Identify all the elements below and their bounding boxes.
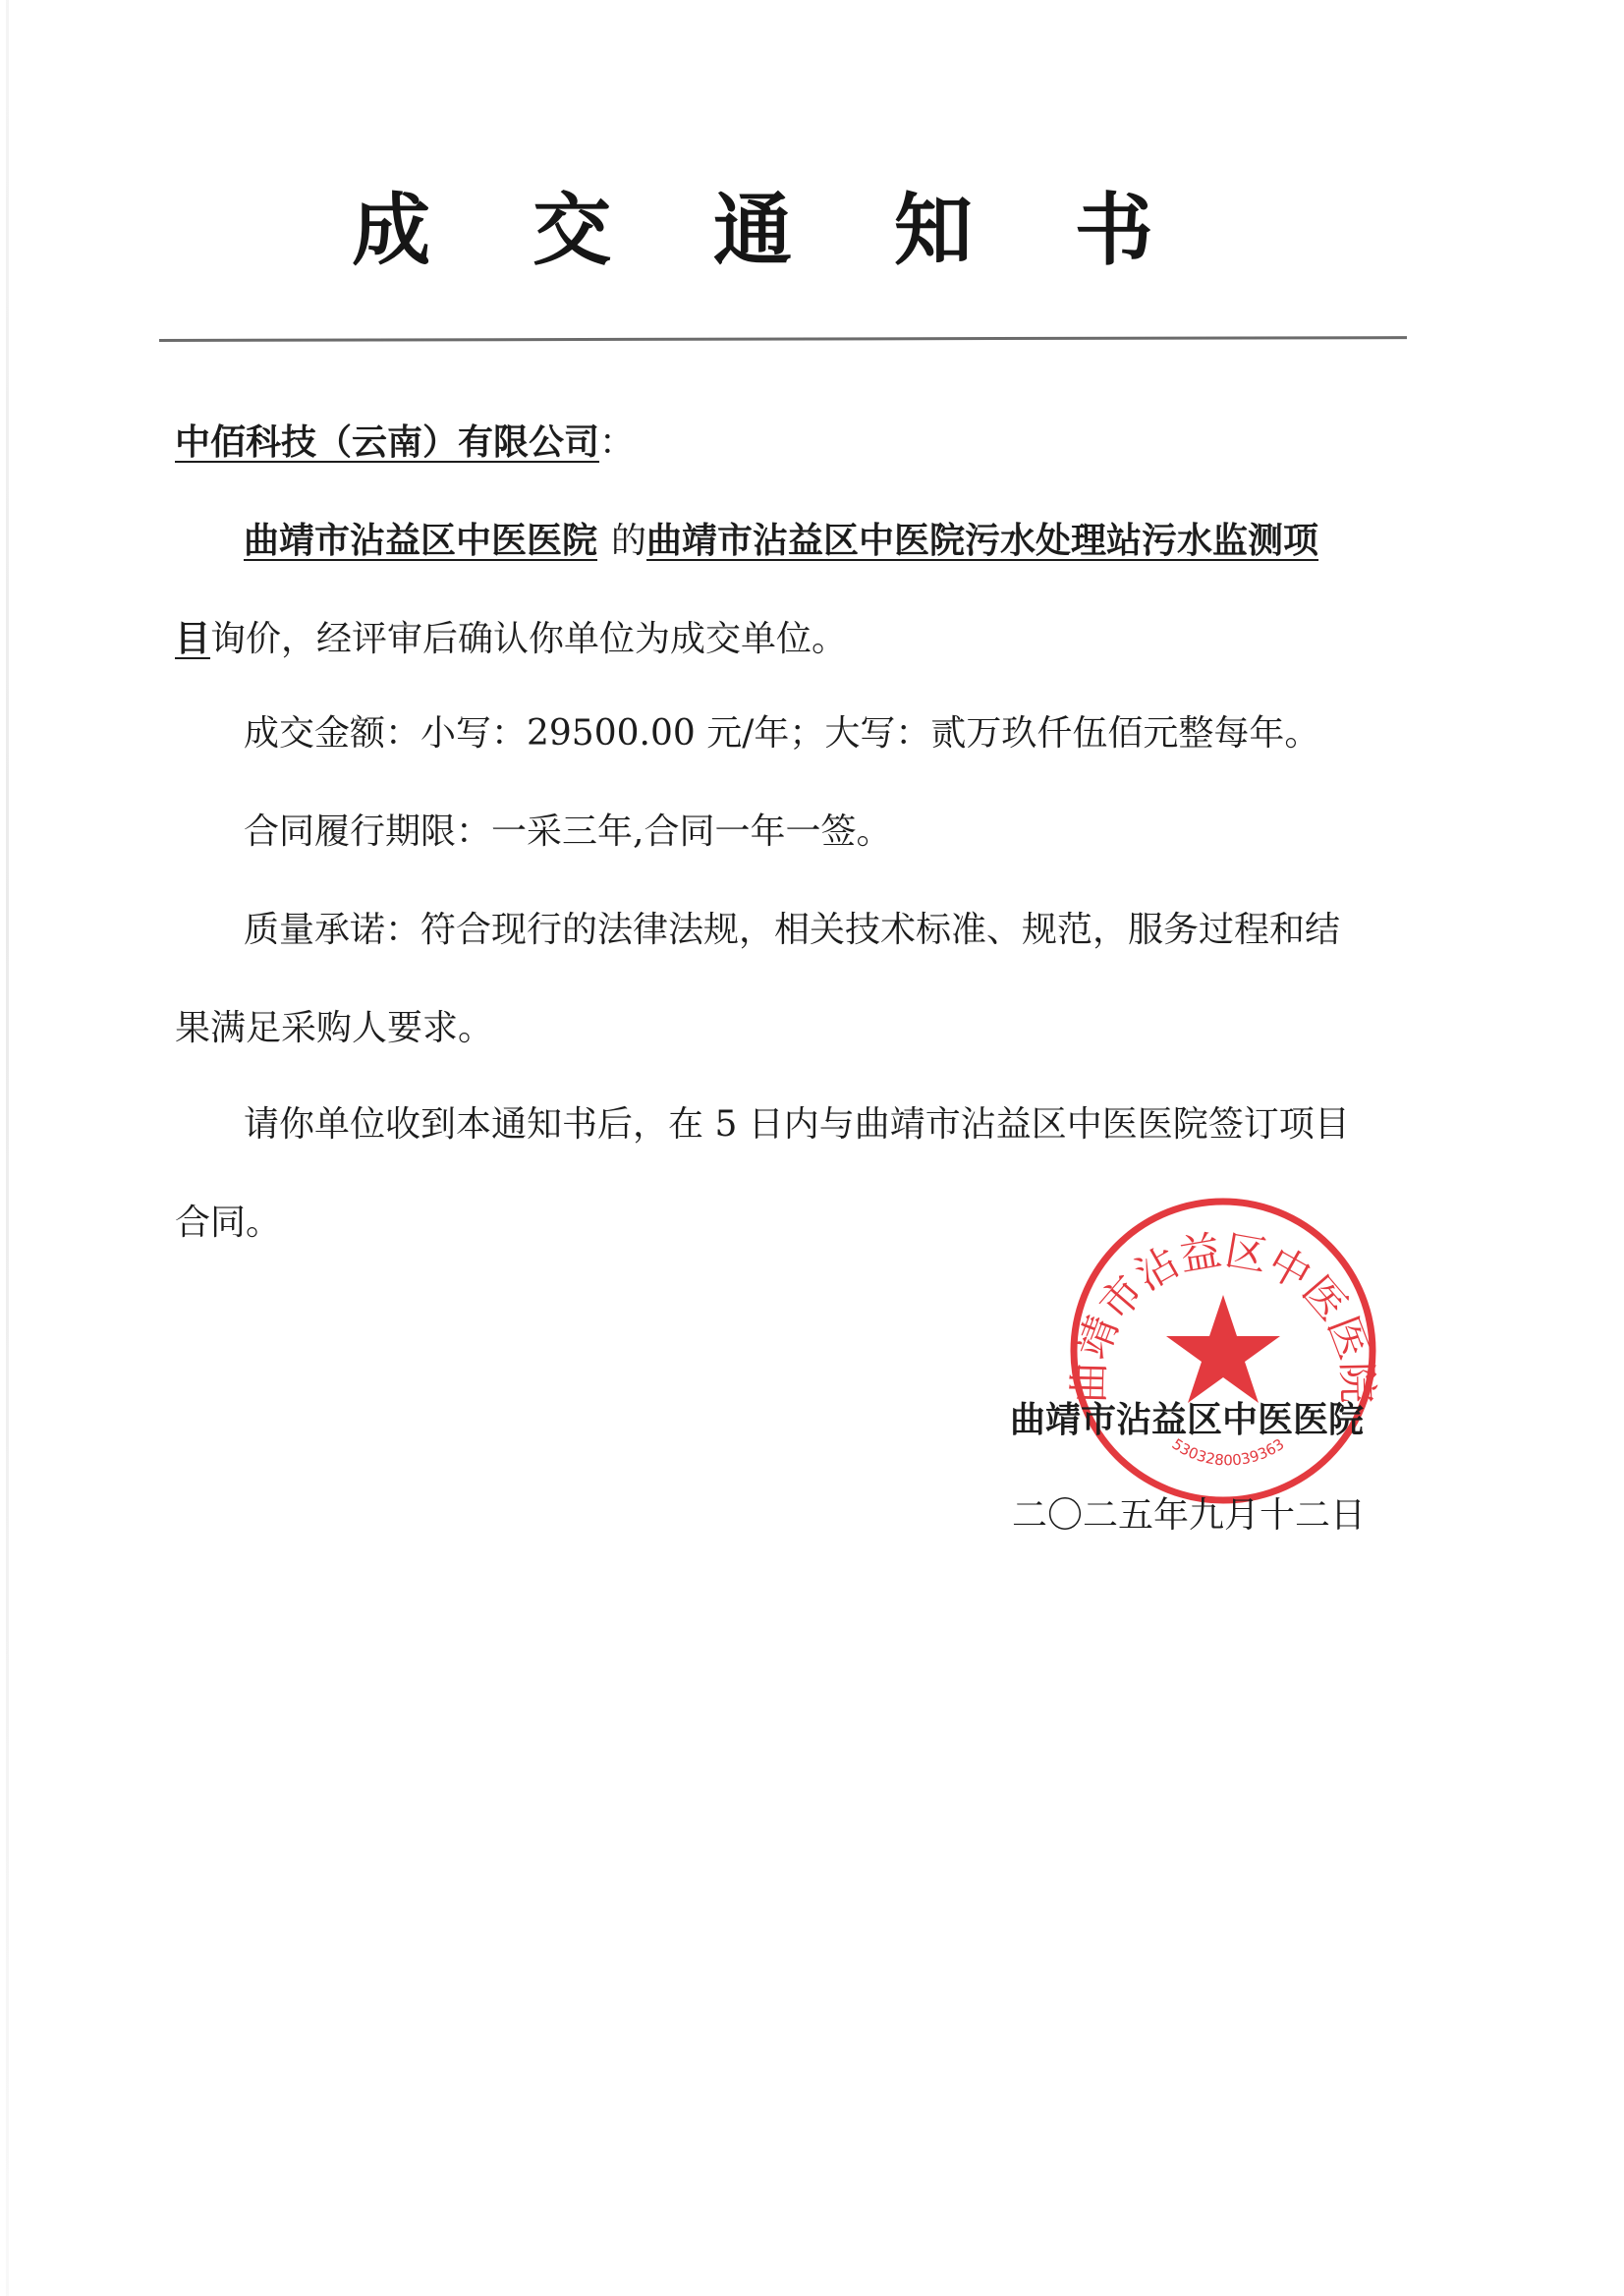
signature-organization: 曲靖市沾益区中医医院 bbox=[1010, 1399, 1365, 1440]
recipient-name: 中佰科技（云南）有限公司 bbox=[175, 421, 600, 463]
notice-line2: 合同。 bbox=[175, 1203, 282, 1243]
quality-line2: 果满足采购人要求。 bbox=[175, 1008, 494, 1048]
title-divider bbox=[159, 336, 1407, 342]
seal-star-icon bbox=[1166, 1295, 1280, 1403]
para1-connector: 的 bbox=[611, 521, 647, 561]
recipient-colon: ： bbox=[599, 422, 636, 463]
project-name-part2: 目 bbox=[175, 618, 211, 659]
seal-serial: 5303280039363 bbox=[1168, 1434, 1288, 1470]
purchaser-name: 曲靖市沾益区中医医院 bbox=[244, 520, 598, 561]
scan-edge-shadow bbox=[6, 0, 9, 2296]
notice-line1: 请你单位收到本通知书后，在 5 日内与曲靖市沾益区中医医院签订项目 bbox=[244, 1104, 1350, 1145]
quality-line1: 质量承诺：符合现行的法律法规，相关技术标准、规范，服务过程和结 bbox=[244, 910, 1341, 950]
document-title: 成 交 通 知 书 bbox=[352, 185, 1191, 276]
para1-line1 bbox=[244, 516, 1318, 566]
project-name-part1: 曲靖市沾益区中医院污水处理站污水监测项 bbox=[646, 520, 1319, 561]
para1-rest: 询价，经评审后确认你单位为成交单位。 bbox=[210, 619, 848, 659]
official-seal bbox=[1056, 1189, 1390, 1513]
amount-line: 成交金额：小写：29500.00 元/年；大写：贰万玖仟伍佰元整每年。 bbox=[244, 713, 1320, 754]
term-line: 合同履行期限：一采三年,合同一年一签。 bbox=[244, 812, 892, 852]
para1-line2 bbox=[175, 614, 847, 664]
recipient-line bbox=[175, 418, 635, 468]
seal-org-text: 曲靖市沾益区中医医院 bbox=[1064, 1225, 1382, 1404]
signature-date: 二〇二五年九月十二日 bbox=[1012, 1495, 1367, 1536]
